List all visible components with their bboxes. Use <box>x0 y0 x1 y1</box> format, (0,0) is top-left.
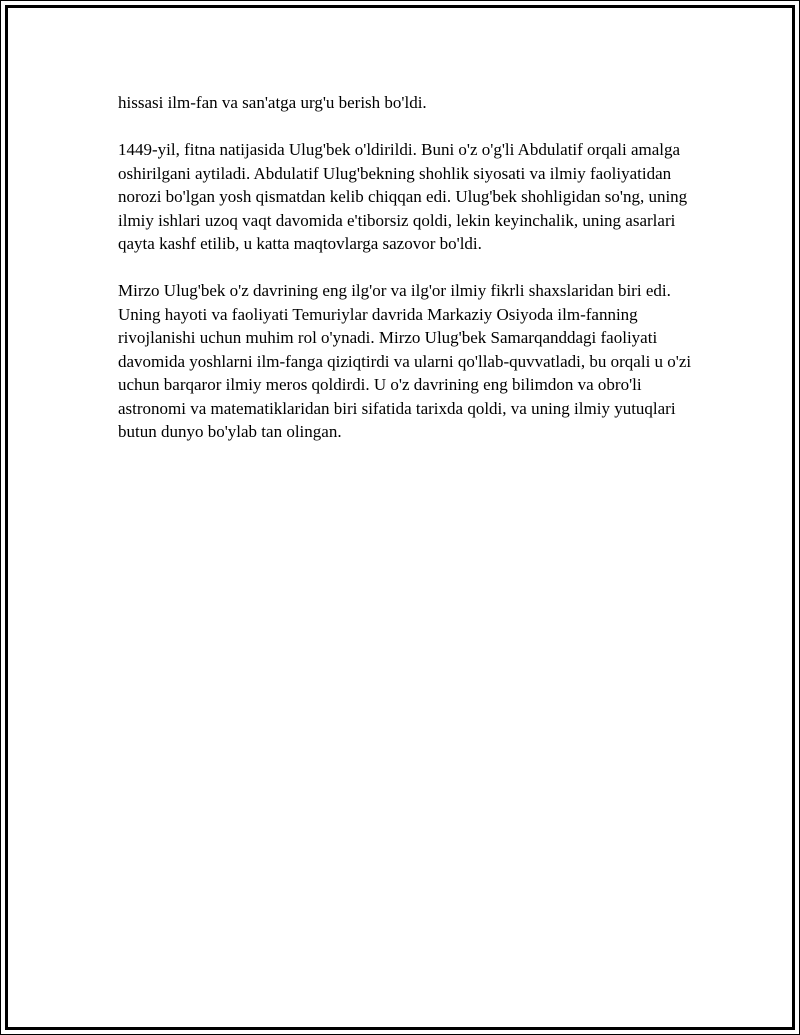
paragraph-2: 1449-yil, fitna natijasida Ulug'bek o'ldirildi. Buni o'z o'g'li Abdulatif orqali amalga oshirilgani aytiladi. Abdulatif Ulug'bekning shohlik siyosati va ilmiy faoliyatidan norozi bo'lgan yosh qismatdan kelib chiqqan edi. Ulug'bek shohligidan so'ng, uning ilmiy ishlari uzoq vaqt davomida e'tiborsiz qoldi, lekin keyinchalik, uning asarlari qayta kashf etilib, u katta maqtovlarga sazovor bo'ldi. <box>118 140 688 253</box>
paragraph-3: Mirzo Ulug'bek o'z davrining eng ilg'or va ilg'or ilmiy fikrli shaxslaridan biri edi. Uning hayoti va faoliyati Temuriylar davrida Markaziy Osiyoda ilm-fanning rivojlanishi uchun muhim rol o'ynadi. Mirzo Ulug'bek Samarqanddagi faoliyati davomida yoshlarni ilm-fanga qiziqtirdi va ularni qo'llab-quvvatladi, bu orqali u o'zi uchun barqaror ilmiy meros qoldirdi. U o'z davrining eng bilimdon va obro'li astronomi va matematiklaridan biri sifatida tarixda qoldi, va uning ilmiy yutuqlari butun dunyo bo'ylab tan olingan. <box>118 281 692 441</box>
paragraph-1: hissasi ilm-fan va san'atga urg'u berish bo'ldi. <box>118 93 427 112</box>
document-body <box>118 91 693 467</box>
